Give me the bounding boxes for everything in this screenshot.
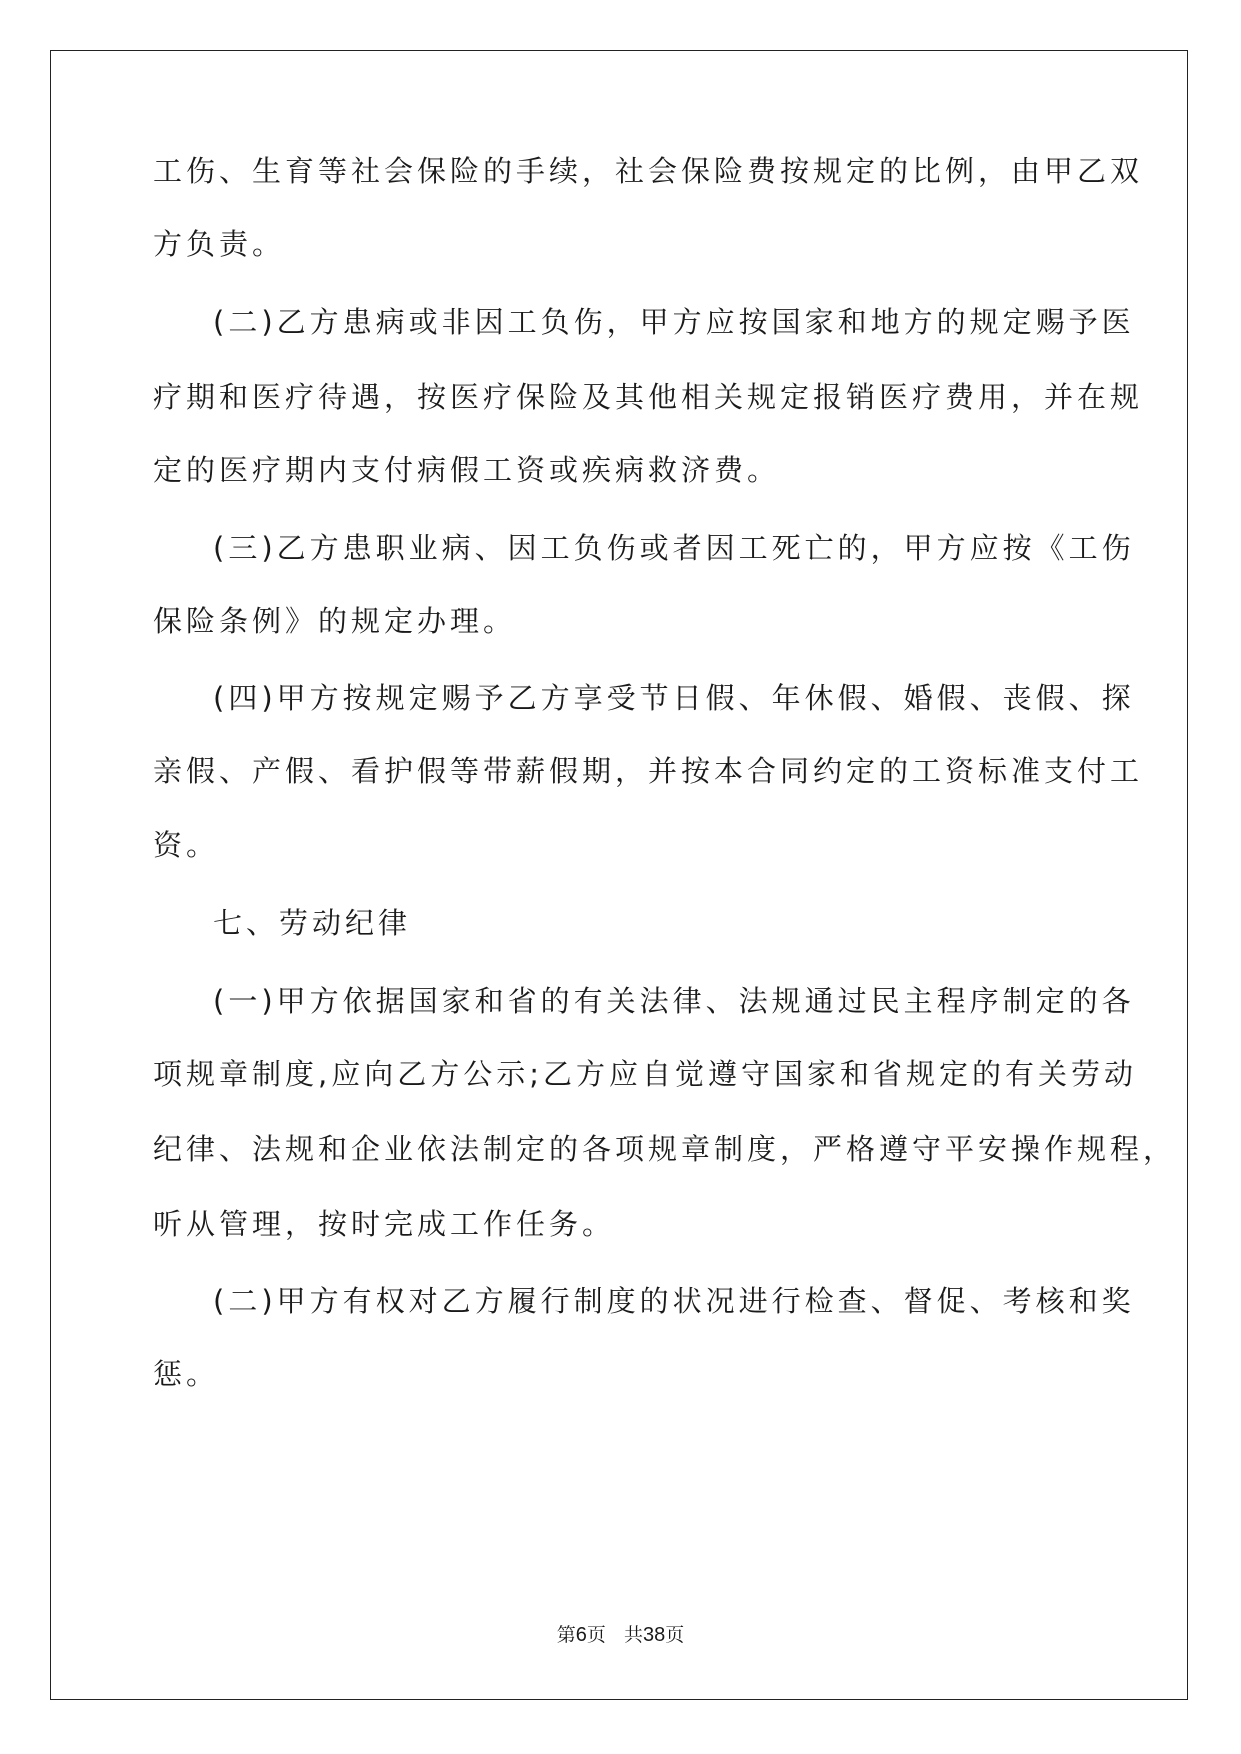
body-line: 亲假、产假、看护假等带薪假期，并按本合同约定的工资标准支付工 xyxy=(153,754,1144,788)
body-line: 定的医疗期内支付病假工资或疾病救济费。 xyxy=(153,453,781,487)
body-line: 惩。 xyxy=(153,1357,220,1391)
page-number-suffix: 页 xyxy=(586,1624,606,1646)
total-pages: 38 xyxy=(642,1624,666,1646)
section-heading: 七、劳动纪律 xyxy=(213,906,412,940)
body-line: 资。 xyxy=(153,828,220,862)
body-line: 项规章制度,应向乙方公示;乙方应自觉遵守国家和省规定的有关劳动 xyxy=(153,1057,1137,1091)
paragraph-start-line: (一)甲方依据国家和省的有关法律、法规通过民主程序制定的各 xyxy=(213,984,1135,1018)
paragraph-start-line: (四)甲方按规定赐予乙方享受节日假、年休假、婚假、丧假、探 xyxy=(213,681,1135,715)
paragraph-start-line: (三)乙方患职业病、因工负伤或者因工死亡的，甲方应按《工伤 xyxy=(213,531,1135,565)
page-number-prefix: 第 xyxy=(556,1624,576,1646)
total-pages-prefix: 共 xyxy=(623,1624,643,1646)
paragraph-start-line: (二)甲方有权对乙方履行制度的状况进行检查、督促、考核和奖 xyxy=(213,1284,1135,1318)
page-footer xyxy=(0,1622,1241,1648)
page-border xyxy=(50,50,1188,1700)
body-line: 方负责。 xyxy=(153,227,286,261)
paragraph-start-line: (二)乙方患病或非因工负伤，甲方应按国家和地方的规定赐予医 xyxy=(213,305,1135,339)
body-line: 纪律、法规和企业依法制定的各项规章制度，严格遵守平安操作规程， xyxy=(153,1132,1177,1166)
page-number: 6 xyxy=(575,1624,587,1646)
body-line: 听从管理，按时完成工作任务。 xyxy=(153,1207,616,1241)
body-line: 工伤、生育等社会保险的手续，社会保险费按规定的比例，由甲乙双 xyxy=(153,154,1144,188)
total-pages-suffix: 页 xyxy=(665,1624,685,1646)
body-line: 保险条例》的规定办理。 xyxy=(153,604,517,638)
body-line: 疗期和医疗待遇，按医疗保险及其他相关规定报销医疗费用，并在规 xyxy=(153,380,1144,414)
